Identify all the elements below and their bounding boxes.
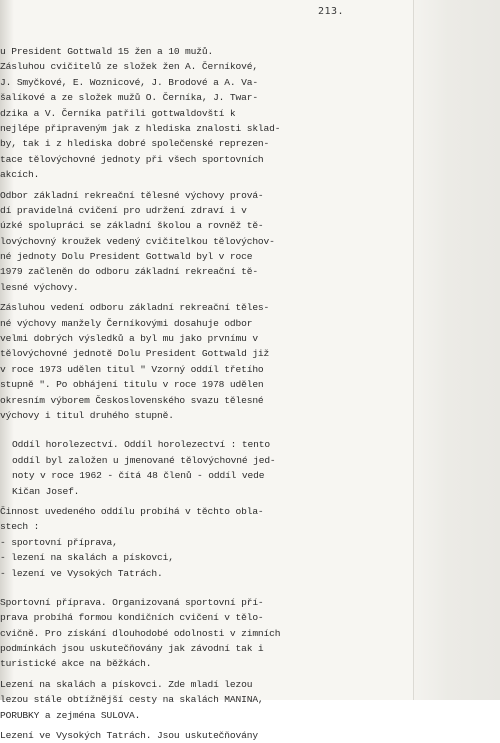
text-line: stech : [0, 521, 40, 533]
text-line: dzika a V. Černíka patřili gottwaldovští k [0, 107, 236, 119]
text-line: J. Smyčkové, E. Woznicové, J. Brodové a A. Va- [0, 76, 258, 88]
text-line: PORUBKY a zejména SULOVA. [0, 709, 141, 721]
text-line: Lezení na skalách a pískovci. Zde mladí lezou [0, 678, 253, 690]
text-line: stupně ". Po obhájení titulu v roce 1978 udělen [0, 379, 264, 391]
text-line: výchovy i titul druhého stupně. [0, 409, 174, 421]
text-line: Zásluhou cvičitelů ze složek žen A. Černíkové, [0, 61, 258, 73]
paragraph-p8 [0, 728, 420, 743]
text-line: Kičan Josef. [12, 485, 80, 497]
paragraph-p6 [0, 595, 420, 672]
text-line: lesné výchovy. [0, 281, 79, 293]
text-line: né výchovy manžely Černíkovými dosahuje odbor [0, 317, 253, 329]
text-line: 1979 začleněn do odboru základní rekreační tě- [0, 266, 258, 278]
text-line: úzké spolupráci se základní školou a rovněž tě- [0, 220, 264, 232]
paragraph-p3 [0, 300, 420, 423]
paragraph-gap [0, 581, 420, 595]
text-line: nejlépe připraveným jak z hlediska znalosti sklad- [0, 122, 281, 134]
paragraph-p2 [0, 188, 420, 296]
text-line: okresním výborem Československého svazu tělesné [0, 394, 264, 406]
paragraph-p7 [0, 677, 420, 723]
paragraph-p5 [0, 504, 420, 581]
text-line: by, tak i z hlediska dobré společenské reprezen- [0, 138, 270, 150]
text-line: akcích. [0, 169, 40, 181]
text-line: Sportovní příprava. Organizovaná sportovní pří- [0, 596, 264, 608]
text-line: Lezení ve Vysokých Tatrách. Jsou uskutečňovány [0, 730, 258, 742]
paragraph-p4 [0, 437, 420, 499]
text-line: oddíl byl založen u jmenované tělovýchovné jed- [12, 454, 276, 466]
text-line: dí pravidelná cvičení pro udržení zdraví i v [0, 204, 247, 216]
paragraph-p1 [0, 44, 420, 183]
text-line: Odbor základní rekreační tělesné výchovy prová- [0, 189, 264, 201]
text-line: né jednoty Dolu President Gottwald byl v roce [0, 251, 253, 263]
text-line: v roce 1973 udělen titul " Vzorný oddíl třetího [0, 363, 264, 375]
text-line: velmi dobrých výsledků a byl mu jako prvnímu v [0, 333, 258, 345]
text-line: - sportovní příprava, [0, 536, 118, 548]
text-line: prava probíhá formou kondičních cvičení v tělo- [0, 612, 264, 624]
text-line: u President Gottwald 15 žen a 10 mužů. [0, 46, 214, 57]
text-line: Činnost uvedeného oddílu probíhá v těchto obla- [0, 505, 264, 517]
text-line: Oddíl horolezectví. Oddíl horolezectví : tento [12, 439, 270, 451]
text-line: cvičně. Pro získání dlouhodobé odolnosti v zimních [0, 627, 281, 639]
text-line: lovýchovný kroužek vedený cvičitelkou tělovýchov- [0, 235, 275, 247]
text-line: podmínkách jsou uskutečňovány jak závodní tak i [0, 643, 264, 655]
typed-text-body [0, 44, 420, 743]
text-line: tělovýchovné jednotě Dolu President Gottwald již [0, 348, 270, 360]
text-line: - lezení ve Vysokých Tatrách. [0, 567, 163, 579]
text-line: tace tělovýchovné jednoty při všech sportovních [0, 153, 264, 165]
page-number: 213. [318, 6, 345, 17]
text-line: - lezení na skalách a pískovci, [0, 552, 174, 564]
paragraph-gap [0, 423, 420, 437]
page-right-margin [413, 0, 500, 700]
text-line: noty v roce 1962 - čítá 48 členů - oddíl vede [12, 470, 265, 482]
text-line: šalíkové a ze složek mužů O. Černíka, J. Twar- [0, 92, 258, 104]
text-line: lezou stále obtížnější cesty na skalách MANINA, [0, 694, 264, 706]
text-line: turistické akce na běžkách. [0, 658, 152, 670]
text-line: Zásluhou vedení odboru základní rekreační těles- [0, 302, 270, 314]
